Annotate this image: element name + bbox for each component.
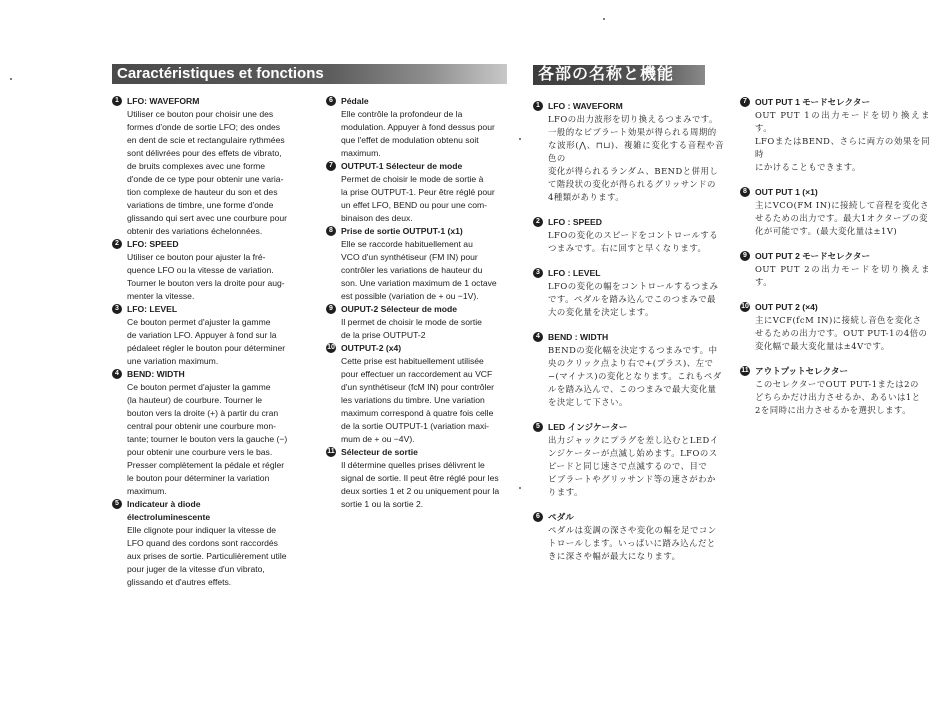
section-body: Elle clignote pour indiquer la vitesse de LFO quand des cordons sont raccordés aux prises de sortie. Particulièrement utile pour juger de la vitesse d'un vibrato, glissando et d'autres effets.: [127, 525, 287, 587]
scan-speck: [519, 138, 521, 140]
number-badge-icon: 1: [533, 101, 543, 111]
scan-speck: [10, 78, 12, 80]
section-body: ペダルは変調の深さや変化の幅を足でコン トロールします。いっぱいに踏み込んだと きに深さや幅が最大になります。: [548, 525, 717, 561]
fr-section-pedale: [326, 95, 507, 160]
french-section-header: Caractéristiques et fonctions: [112, 64, 507, 84]
french-column-1: [112, 95, 295, 589]
section-title: Prise de sortie OUTPUT-1 (x1): [341, 226, 463, 236]
section-title: OUTPUT-1 Sélecteur de mode: [341, 161, 463, 171]
fr-section-output2-jack: [326, 342, 507, 446]
section-body: Utiliser ce bouton pour choisir une des formes d'onde de sortie LFO; des ondes en dent de scie et rectangulaire rythmées sont délivrées pour des effets de vibrato, de bruits complexes avec une forme d'onde de ce type pour obtenir une varia- tion complexe de hauteur du son et des variations de timbre, une forme d'onde glissando qui sert avec une courbure pour obtenir des variations échelonnées.: [127, 109, 288, 236]
number-badge-icon: 4: [112, 369, 122, 379]
section-title: Sélecteur de sortie: [341, 447, 418, 457]
section-body: LFOの変化の幅をコントロールするつまみ です。ペダルを踏み込んでこのつまみで最 大の変化量を決定します。: [548, 281, 719, 317]
section-body: 主にVCF(fcM IN)に接続し音色を変化さ せるための出力です。OUT PUT-1の4倍の 変化幅で最大変化量は±4Vです。: [755, 315, 928, 351]
section-body: Permet de choisir le mode de sortie à la prise OUTPUT-1. Peur être réglé pour un effet LFO, BEND ou pour une com- binaison des deux.: [341, 174, 495, 223]
japanese-column-1: [533, 100, 724, 563]
section-title: LFO : LEVEL: [548, 268, 601, 278]
number-badge-icon: 7: [326, 161, 336, 171]
jp-section-output2-jack: [740, 301, 930, 353]
section-title: OUPUT-2 Sélecteur de mode: [341, 304, 458, 314]
number-badge-icon: 10: [327, 344, 335, 351]
fr-section-output-selector: [326, 446, 507, 511]
section-body: Il permet de choisir le mode de sortie de la prise OUTPUT-2: [341, 317, 482, 340]
number-badge-icon: 7: [740, 97, 750, 107]
section-title: LFO: WAVEFORM: [127, 96, 200, 106]
section-title: LFO : SPEED: [548, 217, 602, 227]
number-badge-icon: 8: [740, 187, 750, 197]
number-badge-icon: 9: [326, 304, 336, 314]
number-badge-icon: 8: [326, 226, 336, 236]
jp-section-lfo-waveform: [533, 100, 724, 204]
jp-section-output-selector: [740, 365, 930, 417]
section-title: BEND: WIDTH: [127, 369, 185, 379]
section-body: 主にVCO(FM IN)に接続して音程を変化さ せるための出力です。最大1オクターブの変 化が可能です。(最大変化量は±1V): [755, 200, 929, 236]
section-title: OUT PUT 2 モードセレクター: [755, 251, 871, 261]
number-badge-icon: 11: [327, 448, 335, 455]
number-badge-icon: 6: [533, 512, 543, 522]
section-title: OUT PUT 2 (×4): [755, 302, 818, 312]
number-badge-icon: 5: [112, 499, 122, 509]
scan-speck: [603, 18, 605, 20]
fr-section-output1-jack: [326, 225, 507, 303]
fr-section-output1-mode: [326, 160, 507, 225]
section-body: Utiliser ce bouton pour ajuster la fré- quence LFO ou la vitesse de variation. Tourner le bouton vers la droite pour aug- menter la vitesse.: [127, 252, 285, 301]
section-title: Indicateur à diode électroluminescente: [127, 499, 211, 522]
jp-section-output2-mode: [740, 250, 930, 289]
number-badge-icon: 10: [741, 303, 749, 310]
number-badge-icon: 2: [533, 217, 543, 227]
jp-section-led: [533, 421, 724, 499]
section-body: 出力ジャックにプラグを差し込むとLEDイ ンジケーターが点滅し始めます。LFOのス ピードと同じ速さで点滅するので、目で ビブラートやグリッサンド等の速さがわか ります。: [548, 435, 719, 497]
number-badge-icon: 5: [533, 422, 543, 432]
section-title: Pédale: [341, 96, 369, 106]
number-badge-icon: 2: [112, 239, 122, 249]
jp-section-pedal: [533, 511, 724, 563]
number-badge-icon: 3: [112, 304, 122, 314]
number-badge-icon: 6: [326, 96, 336, 106]
section-body: Cette prise est habituellement utilisée pour effectuer un raccordement au VCF d'un synthétiseur (fcM IN) pour contrôler les variations du timbre. Une variation maximum correspond à quatre fois celle de la sortie OUTPUT-1 (variation maxi- mum de + ou −4V).: [341, 356, 495, 444]
section-title: OUT PUT 1 モードセレクター: [755, 97, 871, 107]
section-title: OUT PUT 1 (×1): [755, 187, 818, 197]
section-body: LFOの出力波形を切り換えるつまみです。 一般的なビブラート効果が得られる周期的 な波形(⋀、⊓⊔)、複雑に変化する音程や音色の 変化が得られるランダム、BENDと併用し て階段状の変化が得られるグリッサンドの 4種類があります。: [548, 114, 724, 202]
section-body: OUT PUT 2の出力モードを切り換えます。: [755, 264, 930, 287]
jp-section-bend-width: [533, 331, 724, 409]
fr-section-bend-width: [112, 368, 295, 498]
japanese-section-header: 各部の名称と機能: [533, 65, 705, 85]
section-body: Ce bouton permet d'ajuster la gamme de variation LFO. Appuyer à fond sur la pédaleet régler le bouton pour déterminer une variation maximum.: [127, 317, 286, 366]
fr-section-lfo-speed: [112, 238, 295, 303]
fr-section-lfo-waveform: [112, 95, 295, 238]
section-body: OUT PUT 1の出力モードを切り換えます。 LFOまたはBEND、さらに両方の効果を同時 にかけることもできます。: [755, 110, 930, 172]
number-badge-icon: 4: [533, 332, 543, 342]
number-badge-icon: 9: [740, 251, 750, 261]
section-body: Elle se raccorde habituellement au VCO d'un synthétiseur (FM IN) pour contrôler les variations de hauteur du son. Une variation maximum de 1 octave est possible (variation de + ou −1V).: [341, 239, 497, 301]
section-title: アウトプットセレクター: [755, 366, 849, 376]
section-body: LFOの変化のスピードをコントロールする つまみです。右に回すと早くなります。: [548, 230, 719, 253]
japanese-column-2: [740, 96, 930, 417]
section-title: LFO: SPEED: [127, 239, 179, 249]
number-badge-icon: 1: [112, 96, 122, 106]
section-body: Elle contrôle la profondeur de la modulation. Appuyer à fond dessus pour que l'effet de modulation obtenu soit maximum.: [341, 109, 495, 158]
section-body: このセレクターでOUT PUT-1または2の どちらかだけ出力させるか、あるいは1と 2を同時に出力させるかを選択します。: [755, 379, 921, 415]
jp-section-lfo-level: [533, 267, 724, 319]
section-title: LED インジケーター: [548, 422, 628, 432]
number-badge-icon: 3: [533, 268, 543, 278]
section-body: Il détermine quelles prises délivrent le signal de sortie. Il peut être réglé pour les deux sorties 1 et 2 ou uniquement pour la sortie 1 ou la sortie 2.: [341, 460, 500, 509]
jp-section-output1-jack: [740, 186, 930, 238]
jp-section-lfo-speed: [533, 216, 724, 255]
section-title: LFO: LEVEL: [127, 304, 178, 314]
fr-section-lfo-level: [112, 303, 295, 368]
fr-section-led: [112, 498, 295, 589]
number-badge-icon: 11: [741, 367, 749, 374]
section-title: ペダル: [548, 512, 574, 522]
jp-section-output1-mode: [740, 96, 930, 174]
scan-speck: [519, 487, 521, 489]
fr-section-output2-mode: [326, 303, 507, 342]
french-column-2: [326, 95, 507, 511]
section-title: BEND : WIDTH: [548, 332, 609, 342]
section-body: Ce bouton permet d'ajuster la gamme (la hauteur) de courbure. Tourner le bouton vers la droite (+) à partir du cran central pour obtenir une courbure mon- tante; tourner le bouton vers la gauche (−) pour obtenir une courbure vers le bas. Presser complètement la pédale et régler le bouton pour déterminer la variation maximum.: [127, 382, 288, 496]
section-title: LFO : WAVEFORM: [548, 101, 623, 111]
section-body: BENDの変化幅を決定するつまみです。中 央のクリック点より右で+(プラス)、左で −(マイナス)の変化となります。これもペダ ルを踏み込んで、このつまみで最大変化量 を決定して下さい。: [548, 345, 722, 407]
section-title: OUTPUT-2 (x4): [341, 343, 402, 353]
